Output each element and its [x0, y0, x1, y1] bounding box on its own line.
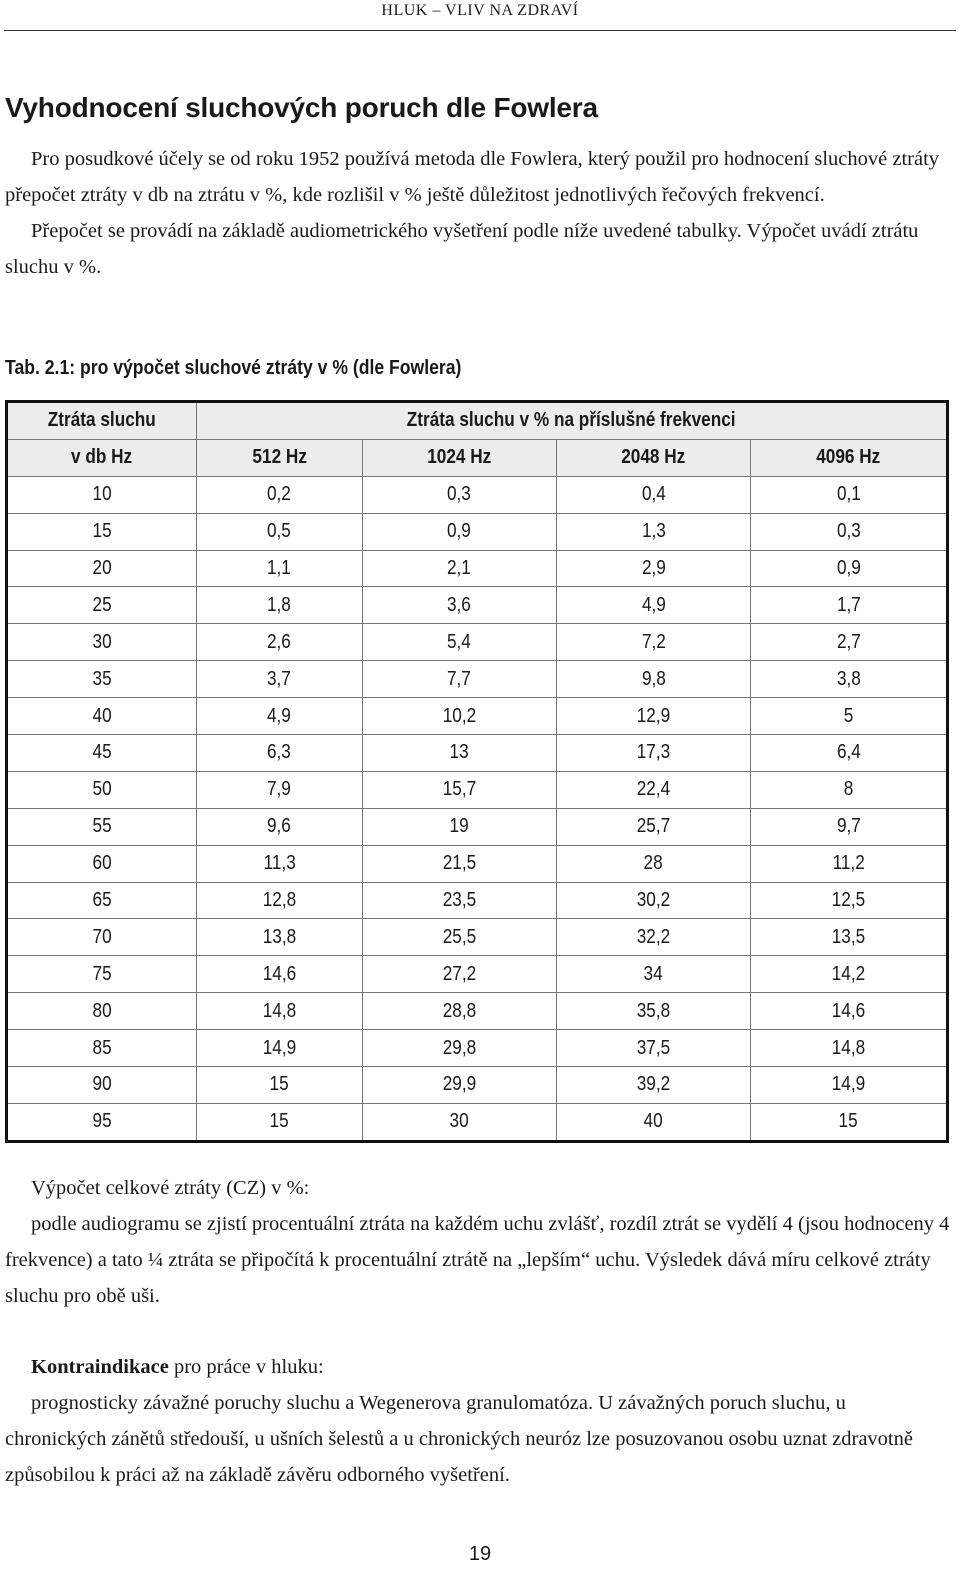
table-cell-percent: 15,7: [362, 771, 556, 808]
table-row: [7, 1103, 948, 1141]
table-cell-percent: 13,8: [197, 919, 363, 956]
table-cell-percent: 25,7: [556, 808, 750, 845]
table-cell-percent: 11,3: [197, 845, 363, 882]
table-cell-percent: 19: [362, 808, 556, 845]
table-row: [7, 476, 948, 513]
table-row: [7, 661, 948, 698]
table-cell-db: 65: [7, 882, 197, 919]
table-cell-percent: 13: [362, 735, 556, 772]
table-cell-percent: 15: [751, 1103, 948, 1141]
table-cell-percent: 39,2: [556, 1067, 750, 1104]
table-cell-db: 50: [7, 771, 197, 808]
header-freq-4096: 4096 Hz: [751, 439, 948, 476]
table-cell-percent: 2,9: [556, 550, 750, 587]
contraindication-title: [5, 1349, 950, 1385]
table-cell-percent: 14,2: [751, 956, 948, 993]
table-cell-percent: 14,6: [751, 993, 948, 1030]
table-cell-db: 75: [7, 956, 197, 993]
table-row: [7, 919, 948, 956]
table-cell-percent: 7,2: [556, 624, 750, 661]
table-cell-percent: 0,1: [751, 476, 948, 513]
table-cell-db: 35: [7, 661, 197, 698]
table-caption: Tab. 2.1: pro výpočet sluchové ztráty v % (dle Fowlera): [5, 357, 462, 379]
table-cell-percent: 13,5: [751, 919, 948, 956]
table-cell-db: 10: [7, 476, 197, 513]
table-cell-percent: 25,5: [362, 919, 556, 956]
contraindication-paragraph: prognosticky závažné poruchy sluchu a Wegenerova granulomatóza. U závažných poruch sluchu, u chronických zánětů středouší, u ušních šelestů a u chronických neuróz lze posuzovanou osobu uznat zdravotně způsobilou k práci až na základě závěru odborného vyšetření.: [5, 1392, 913, 1486]
table-cell-percent: 3,7: [197, 661, 363, 698]
table-cell-percent: 5: [751, 698, 948, 735]
table-cell-percent: 0,5: [197, 513, 363, 550]
table-cell-percent: 2,7: [751, 624, 948, 661]
table-row: [7, 735, 948, 772]
table-cell-percent: 12,5: [751, 882, 948, 919]
table-row: [7, 624, 948, 661]
table-cell-percent: 6,3: [197, 735, 363, 772]
table-cell-percent: 7,9: [197, 771, 363, 808]
table-cell-percent: 29,8: [362, 1030, 556, 1067]
table-cell-percent: 4,9: [197, 698, 363, 735]
table-cell-percent: 14,6: [197, 956, 363, 993]
table-cell-db: 20: [7, 550, 197, 587]
table-cell-db: 30: [7, 624, 197, 661]
table-cell-percent: 15: [197, 1067, 363, 1104]
table-cell-percent: 8: [751, 771, 948, 808]
table-cell-percent: 1,1: [197, 550, 363, 587]
table-cell-db: 95: [7, 1103, 197, 1141]
table-cell-percent: 14,9: [751, 1067, 948, 1104]
table-cell-percent: 21,5: [362, 845, 556, 882]
table-cell-percent: 5,4: [362, 624, 556, 661]
table-cell-percent: 10,2: [362, 698, 556, 735]
table-cell-percent: 14,8: [751, 1030, 948, 1067]
table-row: [7, 771, 948, 808]
table-cell-percent: 28,8: [362, 993, 556, 1030]
running-head: HLUK – VLIV NA ZDRAVÍ: [381, 2, 579, 19]
table-cell-db: 40: [7, 698, 197, 735]
table-row: [7, 1030, 948, 1067]
table-row: [7, 1067, 948, 1104]
table-cell-percent: 2,1: [362, 550, 556, 587]
table-cell-percent: 37,5: [556, 1030, 750, 1067]
table-cell-percent: 1,7: [751, 587, 948, 624]
table-cell-percent: 29,9: [362, 1067, 556, 1104]
contraindication-label: Kontraindikace: [31, 1356, 169, 1378]
table-cell-percent: 17,3: [556, 735, 750, 772]
table-cell-percent: 0,3: [751, 513, 948, 550]
table-row: [7, 993, 948, 1030]
fowler-table: [5, 400, 949, 1143]
table-cell-db: 45: [7, 735, 197, 772]
contraindication-label-rest: pro práce v hluku:: [168, 1356, 324, 1378]
page-number: 19: [468, 1543, 492, 1565]
intro-paragraph-1: Pro posudkové účely se od roku 1952 používá metoda dle Fowlera, který použil pro hodnocení sluchové ztráty přepočet ztráty v db na ztrátu v %, kde rozlišil v % ještě důležitost jednotlivých řečových frekvencí.: [5, 148, 940, 206]
cz-paragraph: podle audiogramu se zjistí procentuální ztráta na každém uchu zvlášť, rozdíl ztrát se vydělí 4 (jsou hodnoceny 4 frekvence) a tato ¼ ztráta se připočítá k procentuální ztrátě na „lepším“ uchu. Výsledek dává míru celkové ztráty sluchu pro obě uši.: [5, 1213, 950, 1307]
table-row: [7, 808, 948, 845]
table-cell-percent: 12,8: [197, 882, 363, 919]
table-cell-percent: 9,7: [751, 808, 948, 845]
table-row: [7, 513, 948, 550]
table-cell-percent: 12,9: [556, 698, 750, 735]
table-cell-percent: 0,9: [751, 550, 948, 587]
table-cell-percent: 1,3: [556, 513, 750, 550]
table-cell-percent: 22,4: [556, 771, 750, 808]
table-cell-percent: 2,6: [197, 624, 363, 661]
table-cell-db: 85: [7, 1030, 197, 1067]
table-cell-db: 70: [7, 919, 197, 956]
table-cell-percent: 27,2: [362, 956, 556, 993]
table-cell-percent: 0,4: [556, 476, 750, 513]
table-cell-percent: 0,9: [362, 513, 556, 550]
table-cell-percent: 9,8: [556, 661, 750, 698]
header-freq-1024: 1024 Hz: [362, 439, 556, 476]
header-freq-2048: 2048 Hz: [556, 439, 750, 476]
table-cell-percent: 34: [556, 956, 750, 993]
table-cell-db: 25: [7, 587, 197, 624]
table-cell-percent: 0,3: [362, 476, 556, 513]
table-row: [7, 587, 948, 624]
table-cell-percent: 11,2: [751, 845, 948, 882]
header-freq-512: 512 Hz: [197, 439, 363, 476]
header-hearing-loss: Ztráta sluchu: [7, 402, 197, 440]
table-row: [7, 698, 948, 735]
header-db-hz: v db Hz: [7, 439, 197, 476]
table-cell-percent: 14,8: [197, 993, 363, 1030]
section-heading: Vyhodnocení sluchových poruch dle Fowlera: [5, 92, 598, 123]
header-rule: [4, 30, 956, 31]
table-row: [7, 956, 948, 993]
table-cell-percent: 0,2: [197, 476, 363, 513]
table-cell-percent: 9,6: [197, 808, 363, 845]
intro-paragraph-2: Přepočet se provádí na základě audiometrického vyšetření podle níže uvedené tabulky. Výpočet uvádí ztrátu sluchu v %.: [5, 220, 919, 278]
table-cell-percent: 14,9: [197, 1030, 363, 1067]
cz-title: Výpočet celkové ztráty (CZ) v %:: [31, 1177, 310, 1199]
table-cell-percent: 3,8: [751, 661, 948, 698]
table-cell-percent: 4,9: [556, 587, 750, 624]
table-cell-percent: 30: [362, 1103, 556, 1141]
table-header-row-1: [7, 402, 948, 440]
header-frequency-group: Ztráta sluchu v % na příslušné frekvenci: [197, 402, 948, 440]
table-cell-db: 55: [7, 808, 197, 845]
table-cell-percent: 6,4: [751, 735, 948, 772]
table-cell-db: 80: [7, 993, 197, 1030]
table-cell-db: 15: [7, 513, 197, 550]
table-cell-percent: 7,7: [362, 661, 556, 698]
table-body: [7, 476, 948, 1141]
table-cell-db: 60: [7, 845, 197, 882]
table-cell-percent: 32,2: [556, 919, 750, 956]
table-header-row-2: [7, 439, 948, 476]
table-cell-percent: 35,8: [556, 993, 750, 1030]
table-cell-percent: 30,2: [556, 882, 750, 919]
table-row: [7, 882, 948, 919]
table-cell-percent: 28: [556, 845, 750, 882]
table-row: [7, 845, 948, 882]
table-cell-percent: 40: [556, 1103, 750, 1141]
table-cell-percent: 15: [197, 1103, 363, 1141]
table-row: [7, 550, 948, 587]
table-cell-db: 90: [7, 1067, 197, 1104]
table-cell-percent: 23,5: [362, 882, 556, 919]
table-cell-percent: 1,8: [197, 587, 363, 624]
table-cell-percent: 3,6: [362, 587, 556, 624]
